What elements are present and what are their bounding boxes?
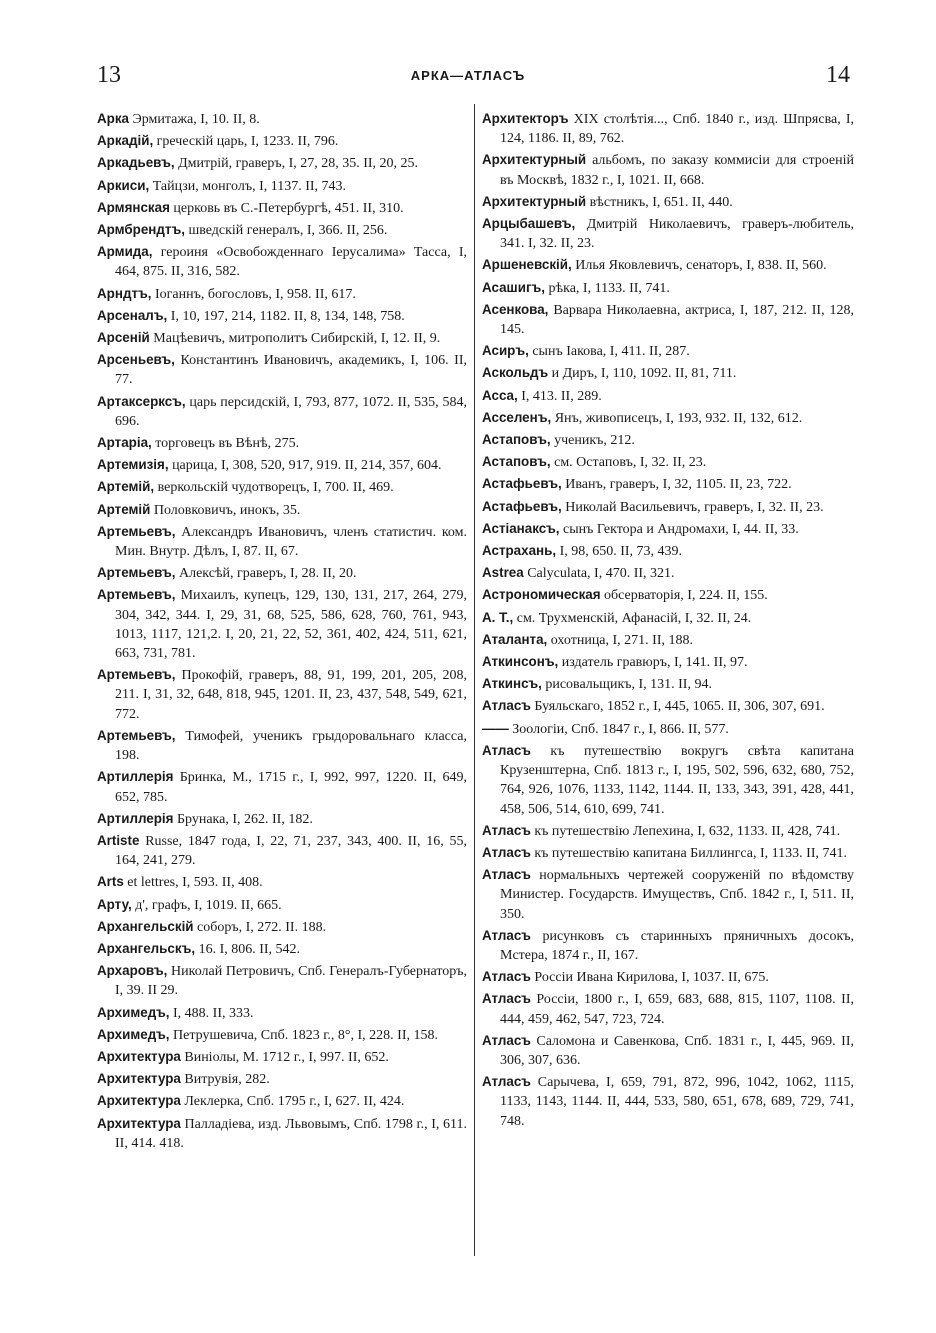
entry-references: Россіи Ивана Кирилова, I, 1037. II, 675.	[530, 970, 769, 986]
index-entry	[482, 585, 854, 605]
entry-references: см. Остаповъ, I, 32. II, 23.	[550, 455, 707, 471]
entry-headword: Астафьевъ,	[482, 476, 562, 492]
index-entry	[97, 939, 467, 959]
entry-headword: Аткинсъ,	[482, 676, 542, 692]
entry-references: д', графъ, I, 1019. II, 665.	[131, 897, 282, 913]
entry-headword: Артемьевъ,	[97, 667, 176, 683]
entry-headword: ——	[482, 720, 509, 736]
entry-headword: Архитектура	[97, 1093, 181, 1109]
entry-headword: Архаровъ,	[97, 963, 168, 979]
index-entry	[97, 109, 467, 129]
entry-references: обсерваторія, I, 224. II, 155.	[600, 588, 768, 604]
index-entry	[97, 176, 467, 196]
entry-headword: Артиллерія	[97, 769, 174, 785]
index-entry	[97, 1114, 467, 1153]
entry-references: сынъ Іакова, I, 411. II, 287.	[528, 344, 690, 360]
index-entry	[97, 961, 467, 1000]
entry-headword: Арсеналъ,	[97, 307, 168, 323]
index-entry	[482, 408, 854, 428]
entry-headword: Astrea	[482, 565, 524, 581]
entry-references: Дмитрій, граверъ, I, 27, 28, 35. II, 20, 25.	[174, 156, 419, 172]
entry-references: къ путешествію вокругъ свѣта капитана Крузенштерна, Спб. 1813 г., I, 195, 502, 596, 632, 680, 752, 764, 926, 1076, 1133, 1142, 1144. II, 133, 343, 391, 428, 441, 458, 506, 514, 610, 699, 741.	[500, 743, 854, 817]
entry-references: альбомъ, по заказу коммисіи для строеній въ Москвѣ, 1832 г., I, 1021. II, 668.	[500, 153, 854, 188]
entry-headword: Аркадьевъ,	[97, 155, 175, 171]
entry-headword: Асселенъ,	[482, 409, 552, 425]
entry-references: I, 98, 650. II, 73, 439.	[556, 544, 683, 560]
entry-headword: Астрахань,	[482, 543, 557, 559]
index-entry	[482, 150, 854, 189]
entry-headword: Архангельскъ,	[97, 940, 196, 956]
right-column	[482, 109, 854, 1133]
entry-references: рисовальщикъ, I, 131. II, 94.	[541, 677, 712, 693]
entry-headword: Атласъ	[482, 867, 531, 883]
index-entry	[97, 726, 467, 765]
entry-references: Calyculata, I, 470. II, 321.	[523, 566, 675, 582]
entry-references: Дмитрій Николаевичъ, граверъ-любитель, 341. I, 32. II, 23.	[500, 217, 854, 252]
index-entry	[97, 895, 467, 915]
page-number-left: 13	[97, 62, 121, 88]
index-entry	[97, 220, 467, 240]
entry-headword: Арка	[97, 111, 129, 126]
entry-headword: Астаповъ,	[482, 432, 551, 448]
index-entry	[482, 630, 854, 650]
entry-references: Александръ Ивановичъ, членъ статистич. ком. Мин. Внутр. Дѣлъ, I, 87. II, 67.	[115, 524, 467, 560]
index-entry	[97, 563, 467, 583]
entry-references: шведскій генералъ, I, 366. II, 256.	[184, 223, 388, 239]
entry-references: I, 488. II, 333.	[169, 1005, 254, 1021]
entry-references: къ путешествію капитана Биллингса, I, 1133. II, 741.	[530, 845, 847, 861]
entry-headword: Архитектурный	[482, 193, 587, 209]
entry-references: Россіи, 1800 г., I, 659, 683, 688, 815, 1107, 1108. II, 444, 459, 462, 547, 723, 724.	[500, 992, 854, 1027]
entry-references: вѣстникъ, I, 651. II, 440.	[586, 194, 733, 210]
entry-headword: Асашигъ,	[482, 279, 546, 295]
entry-headword: Артемьевъ,	[97, 565, 176, 581]
index-entry	[97, 455, 467, 475]
index-entry	[482, 452, 854, 472]
running-head: АРКА—АТЛАСЪ	[410, 68, 526, 83]
entry-references: Варвара Николаевна, актриса, I, 187, 212. II, 128, 145.	[500, 302, 854, 338]
entry-references: I, 10, 197, 214, 1182. II, 8, 134, 148, 758.	[167, 308, 405, 324]
entry-headword: Асса,	[482, 387, 518, 403]
entry-references: Палладіева, изд. Львовымъ, Спб. 1798 г., I, 611. II, 414. 418.	[115, 1116, 467, 1151]
entry-references: издатель гравюръ, I, 141. II, 97.	[558, 655, 748, 671]
index-entry	[97, 917, 467, 937]
entry-references: Иванъ, граверъ, I, 32, 1105. II, 23, 722.	[561, 477, 792, 493]
index-entry	[482, 1072, 854, 1131]
entry-headword: Артемизія,	[97, 457, 169, 473]
entry-headword: Артаріа,	[97, 435, 152, 451]
index-entry	[97, 809, 467, 829]
entry-references: Буяльскаго, 1852 г., I, 445, 1065. II, 306, 307, 691.	[530, 699, 825, 715]
entry-headword: Астіанаксъ,	[482, 520, 560, 536]
index-entry	[482, 109, 854, 148]
index-entry	[97, 1025, 467, 1045]
index-entry	[97, 284, 467, 304]
entry-references: соборъ, I, 272. II. 188.	[193, 919, 327, 935]
index-entry	[482, 674, 854, 694]
index-entry	[482, 541, 854, 561]
index-entry	[482, 652, 854, 672]
entry-headword: Архимедъ,	[97, 1026, 170, 1042]
entry-references: рѣка, I, 1133. II, 741.	[545, 280, 670, 296]
entry-references: см. Трухменскій, Афанасій, I, 32. II, 24.	[513, 610, 752, 626]
entry-references: Петрушевича, Спб. 1823 г., 8°, I, 228. II, 158.	[169, 1027, 438, 1043]
entry-headword: Атласъ	[482, 1032, 531, 1048]
index-entry	[482, 696, 854, 716]
entry-references: Сарычева, I, 659, 791, 872, 996, 1042, 1062, 1115, 1133, 1143, 1144. II, 444, 533, 580, 651, 678, 689, 729, 741, 748.	[500, 1075, 854, 1129]
entry-references: Тимофей, ученикъ грыдоровальнаго класса, 198.	[115, 728, 467, 764]
entry-references: нормальныхъ чертежей сооруженій по вѣдомству Министер. Государств. Имуществъ, Спб. 1842 г., I, 511. II, 350.	[500, 868, 854, 922]
index-entry	[482, 519, 854, 539]
entry-references: рисунковъ съ старинныхъ пряничныхъ досокъ, Мстера, 1874 г., II, 167.	[500, 928, 854, 963]
index-entry	[97, 433, 467, 453]
entry-references: Прокофій, граверъ, 88, 91, 199, 201, 205, 208, 211. I, 31, 32, 648, 818, 945, 1201. II, 23, 437, 548, 549, 621, 772.	[115, 668, 467, 722]
index-entry	[482, 719, 854, 739]
entry-headword: Арцыбашевъ,	[482, 216, 576, 232]
entry-references: Брунака, I, 262. II, 182.	[173, 811, 313, 827]
entry-headword: Арту,	[97, 896, 132, 912]
entry-headword: Артемьевъ,	[97, 727, 176, 743]
entry-headword: Архимедъ,	[97, 1004, 170, 1020]
index-entry	[97, 153, 467, 173]
index-entry	[482, 363, 854, 383]
entry-headword: Архитектура	[97, 1115, 181, 1131]
index-entry	[482, 843, 854, 863]
entry-headword: Атласъ	[482, 822, 531, 838]
entry-headword: Архитектура	[97, 1071, 181, 1087]
entry-references: XIX столѣтія..., Спб. 1840 г., изд. Шпрясва, I, 124, 1186. II, 89, 762.	[500, 112, 854, 147]
entry-references: Янъ, живописецъ, I, 193, 932. II, 132, 612.	[551, 410, 803, 426]
entry-references: Половковичъ, инокъ, 35.	[150, 502, 301, 518]
entry-headword: Артиллерія	[97, 810, 174, 826]
entry-headword: Артемьевъ,	[97, 523, 176, 539]
index-entry	[97, 1069, 467, 1089]
entry-headword: Атласъ	[482, 1074, 531, 1090]
index-entry	[482, 497, 854, 517]
index-entry	[97, 131, 467, 151]
entry-references: охотница, I, 271. II, 188.	[547, 632, 694, 648]
entry-references: Іоганнъ, богословъ, I, 958. II, 617.	[151, 286, 356, 302]
index-entry	[482, 926, 854, 965]
entry-references: I, 413. II, 289.	[517, 388, 602, 404]
entry-references: et lettres, I, 593. II, 408.	[123, 875, 263, 891]
entry-headword: Аркадій,	[97, 133, 154, 149]
entry-references: и Диръ, I, 110, 1092. II, 81, 711.	[548, 366, 737, 382]
index-entry	[482, 386, 854, 406]
index-entry	[482, 865, 854, 924]
entry-headword: Артемій	[97, 501, 151, 517]
index-entry	[97, 198, 467, 218]
entry-references: греческій царь, I, 1233. II, 796.	[153, 134, 339, 150]
entry-references: Илья Яковлевичъ, сенаторъ, I, 838. II, 560.	[571, 258, 827, 274]
page-number-right: 14	[826, 62, 850, 88]
index-entry	[482, 430, 854, 450]
entry-headword: Арсеньевъ,	[97, 352, 175, 368]
entry-headword: Артаксерксъ,	[97, 393, 186, 409]
entry-headword: Arts	[97, 874, 124, 890]
entry-references: ученикъ, 212.	[550, 433, 635, 449]
index-entry	[482, 214, 854, 253]
entry-headword: Астаповъ,	[482, 454, 551, 470]
entry-headword: А. Т.,	[482, 609, 514, 625]
entry-references: Алексѣй, граверъ, I, 28. II, 20.	[175, 566, 357, 582]
entry-headword: Астафьевъ,	[482, 498, 562, 514]
entry-headword: Армбрендтъ,	[97, 222, 185, 238]
index-entry	[97, 522, 467, 561]
left-column	[97, 109, 467, 1155]
entry-references: торговецъ въ Вѣнѣ, 275.	[151, 436, 300, 452]
index-entry	[482, 255, 854, 275]
entry-headword: Артемій,	[97, 479, 155, 495]
entry-references: веркольскій чудотворецъ, I, 700. II, 469.	[154, 480, 394, 496]
entry-headword: Архангельскій	[97, 918, 194, 934]
entry-headword: Асиръ,	[482, 343, 529, 359]
index-entry	[97, 350, 467, 389]
entry-headword: Архитекторъ	[482, 111, 569, 126]
entry-headword: Архитектурный	[482, 152, 587, 168]
index-entry	[97, 500, 467, 520]
index-entry	[482, 192, 854, 212]
entry-headword: Армида,	[97, 244, 153, 260]
entry-headword: Атласъ	[482, 844, 531, 860]
entry-references: Бринка, М., 1715 г., I, 992, 997, 1220. II, 649, 652, 785.	[115, 770, 467, 805]
entry-headword: Аталанта,	[482, 631, 548, 647]
entry-references: Мацѣевичъ, митрополитъ Сибирскій, I, 12. II, 9.	[149, 331, 441, 347]
entry-headword: Атласъ	[482, 969, 531, 985]
index-entry	[97, 872, 467, 892]
entry-references: Николай Петровичъ, Спб. Генералъ-Губернаторъ, I, 39. II 29.	[115, 964, 467, 999]
index-entry	[482, 278, 854, 298]
index-entry	[97, 1003, 467, 1023]
entry-references: Russe, 1847 года, I, 22, 71, 237, 343, 400. II, 16, 55, 164, 241, 279.	[115, 833, 467, 869]
index-entry	[482, 989, 854, 1028]
entry-headword: Армянская	[97, 199, 170, 215]
entry-references: Эрмитажа, I, 10. II, 8.	[129, 112, 260, 127]
entry-headword: Арндтъ,	[97, 285, 152, 301]
index-entry	[482, 474, 854, 494]
entry-references: царица, I, 308, 520, 917, 919. II, 214, 357, 604.	[168, 458, 442, 474]
index-entry	[97, 831, 467, 870]
entry-references: къ путешествію Лепехина, I, 632, 1133. II, 428, 741.	[530, 823, 841, 839]
index-entry	[482, 1031, 854, 1070]
entry-references: 16. I, 806. II, 542.	[195, 941, 301, 957]
index-entry	[97, 585, 467, 663]
entry-references: царь персидскій, I, 793, 877, 1072. II, 535, 584, 696.	[115, 394, 467, 429]
index-entry	[97, 392, 467, 431]
index-entry	[482, 300, 854, 339]
entry-references: Зоологіи, Спб. 1847 г., I, 866. II, 577.	[508, 721, 729, 737]
entry-references: церковь въ С.-Петербургѣ, 451. II, 310.	[169, 200, 404, 216]
entry-headword: Асенкова,	[482, 301, 549, 317]
index-entry	[482, 563, 854, 583]
index-entry	[482, 741, 854, 819]
entry-headword: Атласъ	[482, 742, 531, 758]
entry-references: Виніолы, М. 1712 г., I, 997. II, 652.	[180, 1049, 389, 1065]
entry-references: Витрувія, 282.	[180, 1072, 270, 1088]
entry-headword: Артемьевъ,	[97, 587, 176, 603]
entry-references: героиня «Освобожденнаго Іерусалима» Тасса, I, 464, 875. II, 316, 582.	[115, 245, 467, 280]
index-entry	[97, 328, 467, 348]
index-entry	[97, 242, 467, 281]
column-divider	[474, 104, 475, 1256]
index-entry	[482, 821, 854, 841]
entry-references: Тайцзи, монголъ, I, 1137. II, 743.	[149, 178, 347, 194]
entry-references: Константинъ Ивановичъ, академикъ, I, 106. II, 77.	[115, 353, 467, 388]
index-entry	[97, 477, 467, 497]
entry-references: сынъ Гектора и Андромахи, I, 44. II, 33.	[559, 521, 799, 537]
index-entry	[482, 341, 854, 361]
entry-headword: Астрономическая	[482, 587, 601, 603]
entry-references: Саломона и Савенкова, Спб. 1831 г., I, 445, 969. II, 306, 307, 636.	[500, 1033, 854, 1068]
entry-references: Николай Васильевичъ, граверъ, I, 32. II, 23.	[561, 499, 824, 515]
index-entry	[97, 1091, 467, 1111]
entry-references: Михаилъ, купецъ, 129, 130, 131, 217, 264, 279, 304, 342, 344. I, 29, 31, 68, 525, 586, 628, 760, 761, 943, 1013, 1117, 121,2. I, 20, 21, 22, 52, 361, 402, 424, 511, 621, 663, 731, 781.	[115, 588, 467, 662]
entry-headword: Аскольдъ	[482, 365, 549, 381]
entry-references: Леклерка, Спб. 1795 г., I, 627. II, 424.	[180, 1094, 405, 1110]
index-entry	[97, 306, 467, 326]
entry-headword: Аршеневскій,	[482, 257, 572, 273]
entry-headword: Artiste	[97, 832, 140, 848]
entry-headword: Архитектура	[97, 1048, 181, 1064]
index-entry	[482, 608, 854, 628]
index-entry	[97, 665, 467, 724]
entry-headword: Аркиси,	[97, 177, 150, 193]
entry-headword: Арсеній	[97, 330, 150, 346]
index-entry	[97, 767, 467, 806]
index-entry	[482, 967, 854, 987]
entry-headword: Атласъ	[482, 991, 531, 1007]
entry-headword: Атласъ	[482, 927, 531, 943]
index-entry	[97, 1047, 467, 1067]
entry-headword: Атласъ	[482, 698, 531, 714]
entry-headword: Аткинсонъ,	[482, 654, 559, 670]
